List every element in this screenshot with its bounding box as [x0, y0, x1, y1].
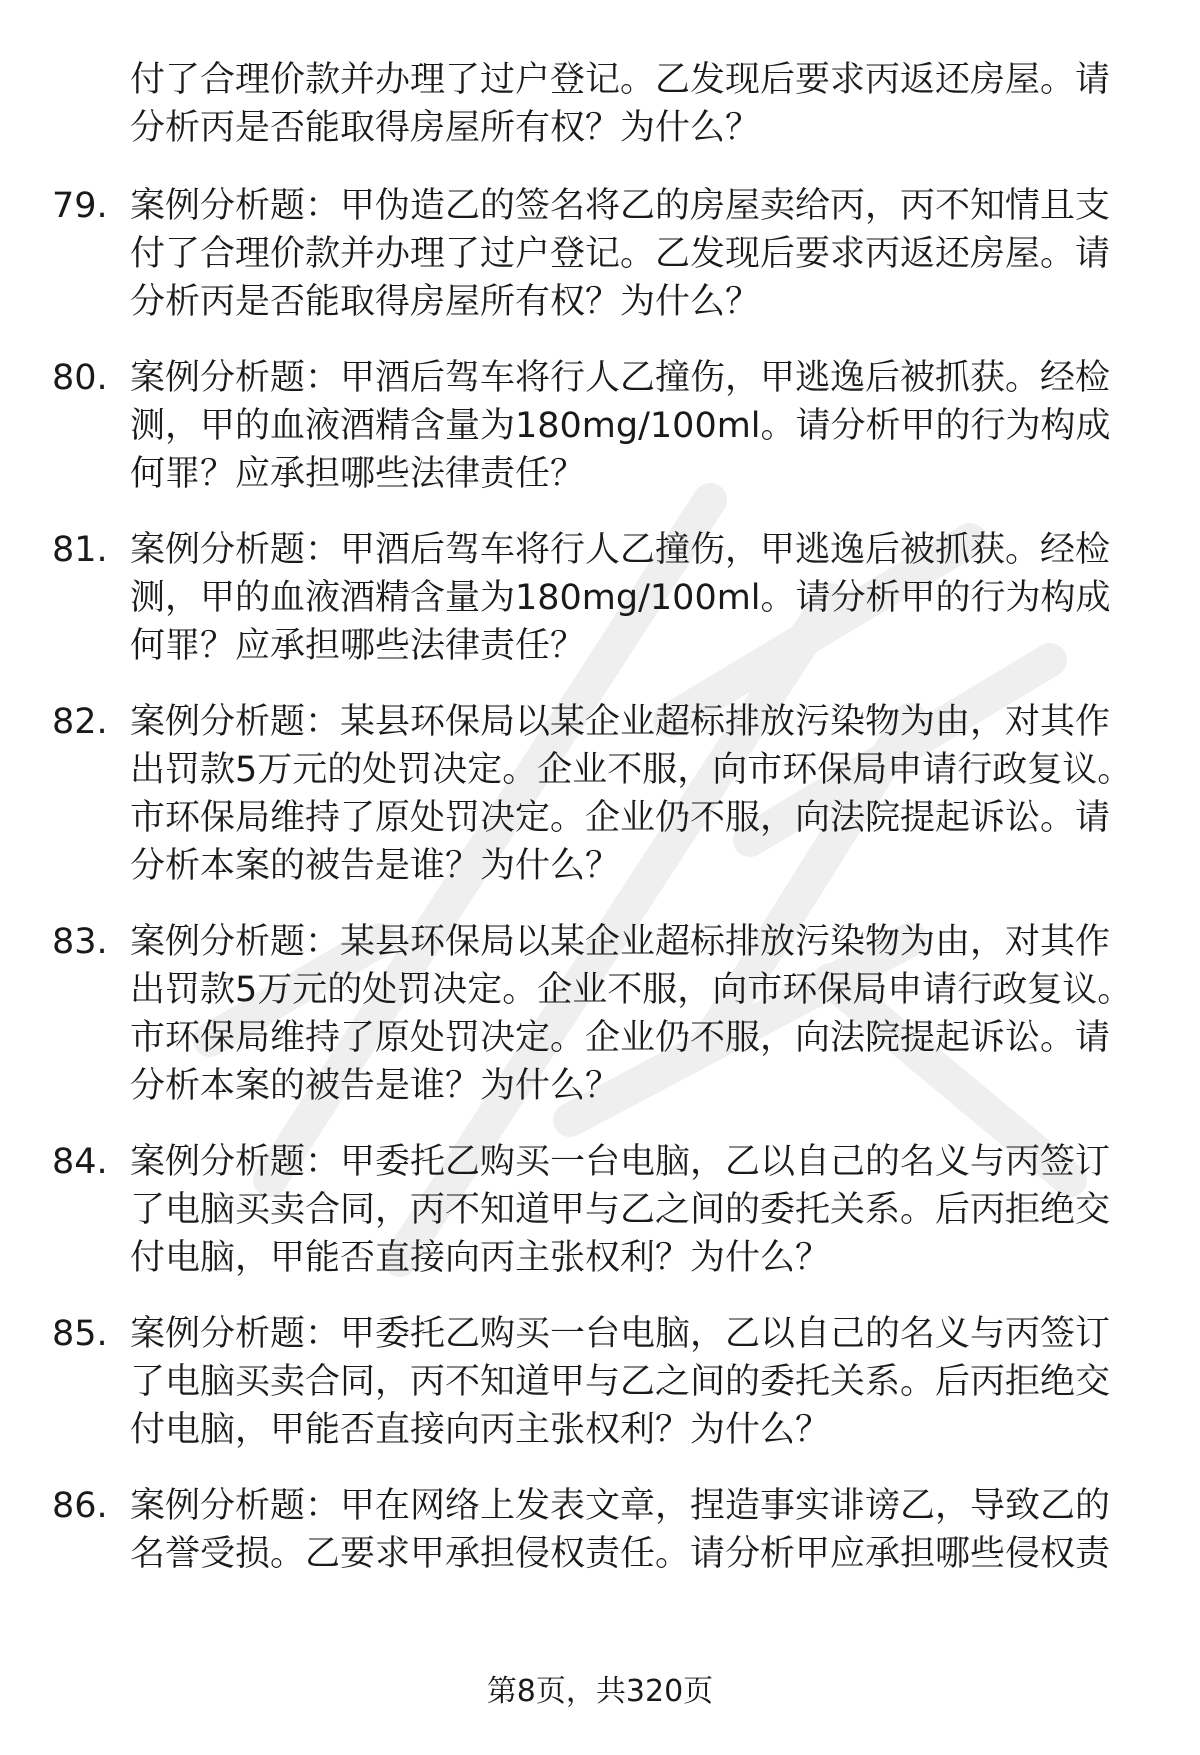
list-item — [0, 698, 1135, 890]
question-text: 案例分析题：甲在网络上发表文章，捏造事实诽谤乙，导致乙的名誉受损。乙要求甲承担侵权责任。请分析甲应承担哪些侵权责 — [130, 1486, 1111, 1574]
question-text: 付了合理价款并办理了过户登记。乙发现后要求丙返还房屋。请分析丙是否能取得房屋所有权？为什么？ — [130, 60, 1111, 148]
question-text: 案例分析题：某县环保局以某企业超标排放污染物为由，对其作出罚款5万元的处罚决定。企业不服，向市环保局申请行政复议。市环保局维持了原处罚决定。企业仍不服，向法院提起诉讼。请分析本案的被告是谁？为什么？ — [130, 922, 1133, 1106]
question-text: 案例分析题：甲委托乙购买一台电脑，乙以自己的名义与丙签订了电脑买卖合同，丙不知道甲与乙之间的委托关系。后丙拒绝交付电脑，甲能否直接向丙主张权利？为什么？ — [130, 1314, 1111, 1450]
list-item — [0, 526, 1135, 670]
list-item — [0, 1482, 1135, 1578]
question-number: 81. — [52, 530, 108, 570]
question-number: 85. — [52, 1314, 108, 1354]
question-text: 案例分析题：某县环保局以某企业超标排放污染物为由，对其作出罚款5万元的处罚决定。企业不服，向市环保局申请行政复议。市环保局维持了原处罚决定。企业仍不服，向法院提起诉讼。请分析本案的被告是谁？为什么？ — [130, 702, 1133, 886]
list-item — [0, 1138, 1135, 1282]
question-text: 案例分析题：甲酒后驾车将行人乙撞伤，甲逃逸后被抓获。经检测，甲的血液酒精含量为180mg/100ml。请分析甲的行为构成何罪？应承担哪些法律责任？ — [130, 530, 1111, 666]
list-item — [0, 1310, 1135, 1454]
list-item — [0, 918, 1135, 1110]
question-list — [0, 56, 1200, 1606]
list-item — [0, 354, 1135, 498]
list-item — [0, 182, 1135, 326]
list-item — [0, 56, 1135, 152]
question-number: 79. — [52, 186, 108, 226]
question-number: 83. — [52, 922, 108, 962]
question-text: 案例分析题：甲酒后驾车将行人乙撞伤，甲逃逸后被抓获。经检测，甲的血液酒精含量为180mg/100ml。请分析甲的行为构成何罪？应承担哪些法律责任？ — [130, 358, 1111, 494]
question-number: 82. — [52, 702, 108, 742]
page-footer — [0, 1672, 1200, 1712]
question-text: 案例分析题：甲委托乙购买一台电脑，乙以自己的名义与丙签订了电脑买卖合同，丙不知道甲与乙之间的委托关系。后丙拒绝交付电脑，甲能否直接向丙主张权利？为什么？ — [130, 1142, 1111, 1278]
question-number: 84. — [52, 1142, 108, 1182]
page-number-label: 第8页，共320页 — [486, 1674, 714, 1709]
question-text: 案例分析题：甲伪造乙的签名将乙的房屋卖给丙，丙不知情且支付了合理价款并办理了过户登记。乙发现后要求丙返还房屋。请分析丙是否能取得房屋所有权？为什么？ — [130, 186, 1111, 322]
question-number: 86. — [52, 1486, 108, 1526]
question-number: 80. — [52, 358, 108, 398]
